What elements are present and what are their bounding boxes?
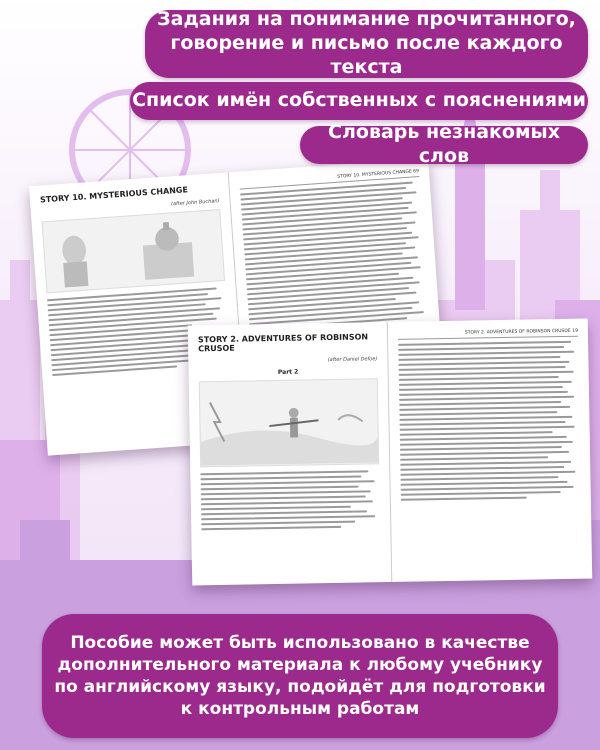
feature-names-list-badge xyxy=(130,82,588,120)
feature-comprehension-badge xyxy=(145,10,588,78)
usage-info-line-2: дополнительного материала к любому учебнику xyxy=(57,654,543,675)
story-10-title: STORY 10. MYSTERIOUS CHANGE xyxy=(39,185,189,205)
book-spread-front xyxy=(188,319,592,586)
story-2-author: (after Daniel Defoe) xyxy=(327,356,378,364)
story-2-title: STORY 2. ADVENTURES OF ROBINSON CRUSOE xyxy=(197,332,369,354)
feature-vocabulary-badge xyxy=(300,121,588,167)
story-10-running-head: STORY 10. MYSTERIOUS CHANGE 69 xyxy=(239,169,419,190)
feature-names-list-text: Список имён собственных с пояснениями xyxy=(132,89,586,112)
usage-info-banner xyxy=(42,614,558,738)
book-front-right-page xyxy=(388,319,593,582)
book-front-left-page xyxy=(188,322,393,585)
robinson-crusoe-illustration xyxy=(199,378,379,467)
story-2-running-head: STORY 2. ADVENTURES OF ROBINSON CRUSOE 19 xyxy=(398,329,578,340)
usage-info-line-3: по английскому языку, подойдёт для подготовки xyxy=(54,677,546,697)
usage-info-line-1: Пособие может быть использовано в качестве xyxy=(70,632,530,653)
story-10-author: (after John Buchan) xyxy=(170,198,220,208)
feature-comprehension-line-2: говорение и письмо после каждого текста xyxy=(170,32,563,78)
portrait-and-cathedral-illustration xyxy=(42,209,226,293)
feature-comprehension-line-1: Задания на понимание прочитанного, xyxy=(157,8,576,31)
feature-vocabulary-text: Словарь незнакомых слов xyxy=(328,121,560,167)
story-2-text-continued xyxy=(398,341,581,501)
story-2-text xyxy=(200,470,380,530)
usage-info-line-4: к контрольным работам xyxy=(180,699,420,720)
story-10-text-continued xyxy=(240,181,429,330)
story-2-part-label: Part 2 xyxy=(277,368,299,376)
